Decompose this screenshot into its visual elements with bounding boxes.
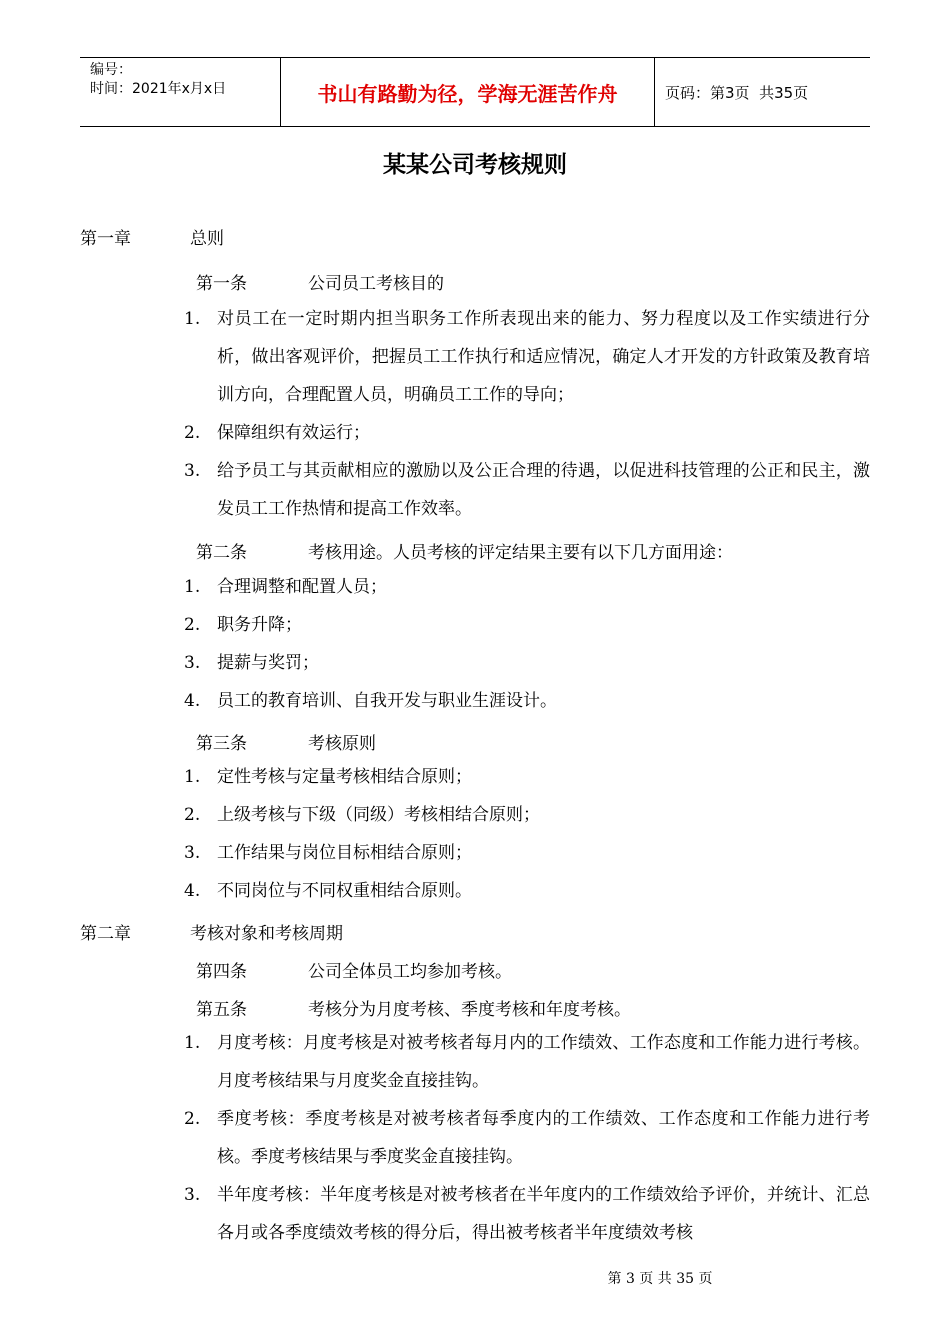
chapter-title: 考核对象和考核周期 (190, 924, 343, 944)
list-item (184, 414, 870, 452)
item-text: 不同岗位与不同权重相结合原则。 (217, 881, 472, 901)
item-number: 2. (184, 1109, 201, 1129)
chapter-title: 总则 (190, 229, 224, 249)
item-number: 1. (184, 309, 201, 329)
article-label: 第二条 (196, 543, 247, 563)
item-text: 保障组织有效运行； (217, 423, 370, 443)
list-item (184, 1024, 870, 1100)
list-item (184, 1176, 870, 1252)
chapter-label: 第二章 (80, 924, 131, 944)
item-number: 4. (184, 691, 201, 711)
item-number: 3. (184, 843, 201, 863)
header-motto: 书山有路勤为径，学海无涯苦作舟 (280, 58, 655, 126)
item-text: 职务升降； (217, 615, 302, 635)
item-text: 工作结果与岗位目标相结合原则； (217, 843, 472, 863)
document-time: 时间：2021年x月x日 (90, 81, 227, 97)
list-item (184, 300, 870, 414)
page-header (80, 57, 870, 127)
item-number: 2. (184, 615, 201, 635)
list-item (184, 682, 870, 720)
item-text: 半年度考核：半年度考核是对被考核者在半年度内的工作绩效给予评价，并统计、汇总各月或各季度绩效考核的得分后，得出被考核者半年度绩效考核 (217, 1185, 870, 1243)
item-text: 季度考核：季度考核是对被考核者每季度内的工作绩效、工作态度和工作能力进行考核。季度考核结果与季度奖金直接挂钩。 (217, 1109, 870, 1167)
list-item (184, 872, 870, 910)
item-number: 3. (184, 461, 201, 481)
article-title: 考核用途。人员考核的评定结果主要有以下几方面用途： (308, 543, 733, 563)
article-label: 第一条 (196, 274, 247, 294)
list-item (184, 452, 870, 528)
header-page-info (655, 58, 870, 126)
article-heading (196, 995, 631, 1020)
page-info-text: 页码：第3页 共35页 (665, 83, 809, 102)
article-heading (196, 729, 376, 754)
article-title: 公司员工考核目的 (308, 274, 444, 294)
article-heading (196, 269, 444, 294)
document-title: 某某公司考核规则 (383, 152, 567, 178)
article-label: 第五条 (196, 1000, 247, 1020)
item-text: 定性考核与定量考核相结合原则； (217, 767, 472, 787)
article-title: 考核原则 (308, 734, 376, 754)
list-item (184, 796, 870, 834)
page-footer: 第 3 页 共 35 页 (607, 1271, 713, 1287)
item-number: 2. (184, 423, 201, 443)
item-number: 3. (184, 653, 201, 673)
item-text: 给予员工与其贡献相应的激励以及公正合理的待遇，以促进科技管理的公正和民主，激发员工工作热情和提高工作效率。 (217, 461, 870, 519)
list-item (184, 834, 870, 872)
item-text: 提薪与奖罚； (217, 653, 319, 673)
list-item (184, 606, 870, 644)
chapter-label: 第一章 (80, 229, 131, 249)
list-item (184, 644, 870, 682)
article-label: 第三条 (196, 734, 247, 754)
item-number: 1. (184, 767, 201, 787)
article-title: 考核分为月度考核、季度考核和年度考核。 (308, 1000, 631, 1020)
article-title: 公司全体员工均参加考核。 (308, 962, 512, 982)
item-number: 4. (184, 881, 201, 901)
item-number: 1. (184, 1033, 201, 1053)
item-number: 1. (184, 577, 201, 597)
list-item (184, 758, 870, 796)
document-number-label: 编号： (90, 62, 132, 78)
item-text: 上级考核与下级（同级）考核相结合原则； (217, 805, 540, 825)
article-heading (196, 957, 512, 982)
item-text: 月度考核：月度考核是对被考核者每月内的工作绩效、工作态度和工作能力进行考核。月度考核结果与月度奖金直接挂钩。 (217, 1033, 870, 1091)
article-heading (196, 538, 733, 563)
item-text: 合理调整和配置人员； (217, 577, 387, 597)
list-item (184, 1100, 870, 1176)
item-text: 对员工在一定时期内担当职务工作所表现出来的能力、努力程度以及工作实绩进行分析，做出客观评价，把握员工工作执行和适应情况，确定人才开发的方针政策及教育培训方向，合理配置人员，明确员工工作的导向； (217, 309, 870, 405)
article-label: 第四条 (196, 962, 247, 982)
header-meta (80, 58, 280, 126)
list-item (184, 568, 870, 606)
chapter-heading (80, 224, 224, 249)
item-text: 员工的教育培训、自我开发与职业生涯设计。 (217, 691, 557, 711)
item-number: 3. (184, 1185, 201, 1205)
chapter-heading (80, 919, 343, 944)
item-number: 2. (184, 805, 201, 825)
